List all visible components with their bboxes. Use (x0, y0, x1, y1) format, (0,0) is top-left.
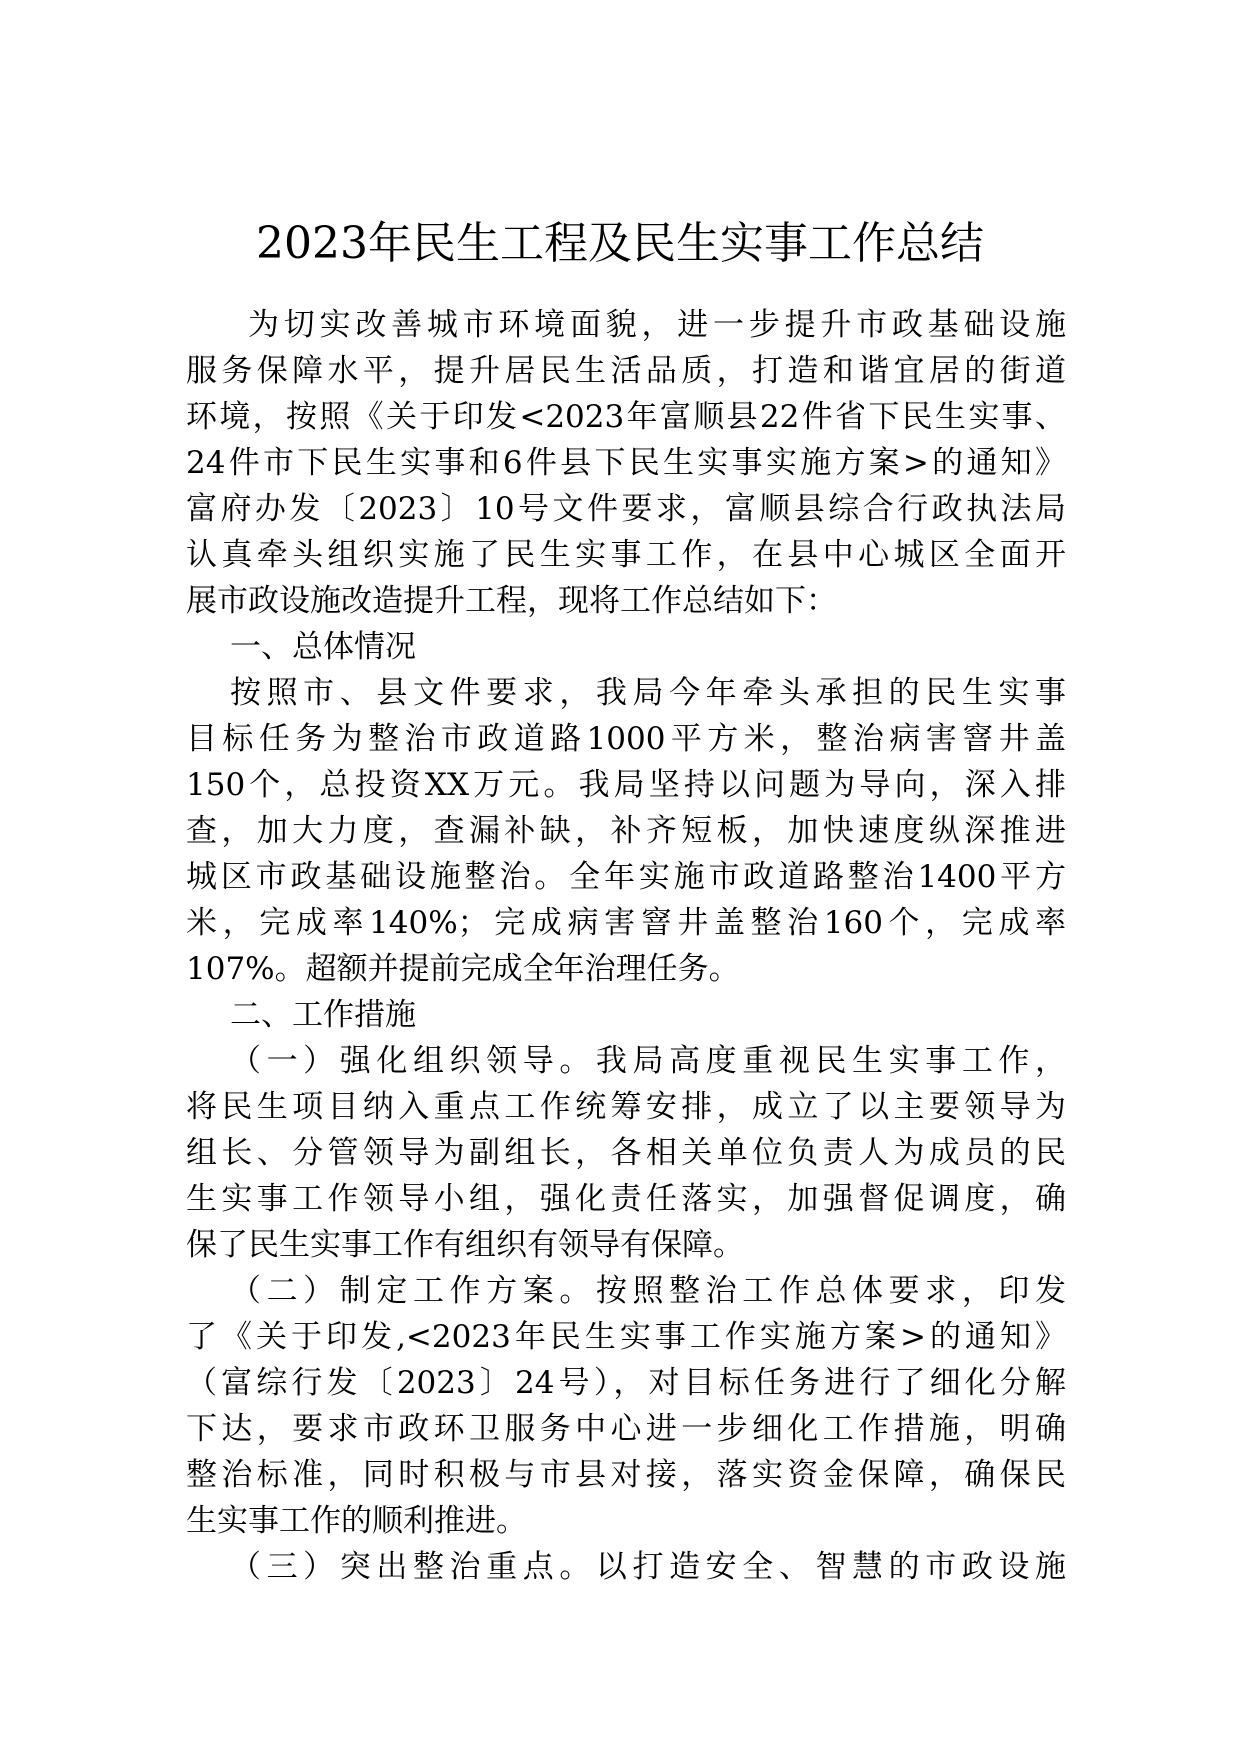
paragraph-line: 保了民生实事工作有组织有领导有保障。 (186, 1227, 744, 1263)
section-heading: 一、总体情况 (230, 629, 416, 665)
paragraph-line: 米，完成率140%；完成病害窨井盖整治160个，完成率 (186, 905, 1066, 941)
paragraph-line: 富府办发〔2023〕10号文件要求，富顺县综合行政执法局 (186, 491, 1066, 527)
paragraph-line: 生实事工作的顺利推进。 (186, 1503, 527, 1539)
document-title: 2023年民生工程及民生实事工作总结 (256, 218, 984, 269)
paragraph-line: 生实事工作领导小组，强化责任落实，加强督促调度，确 (186, 1181, 1066, 1217)
paragraph-line: 下达，要求市政环卫服务中心进一步细化工作措施，明确 (186, 1411, 1066, 1447)
paragraph-line: 整治标准，同时积极与市县对接，落实资金保障，确保民 (186, 1457, 1066, 1493)
paragraph-line: 城区市政基础设施整治。全年实施市政道路整治1400平方 (186, 859, 1066, 895)
paragraph-line: （二）制定工作方案。按照整治工作总体要求，印发 (230, 1273, 1066, 1309)
paragraph-line: 认真牵头组织实施了民生实事工作，在县中心城区全面开 (186, 537, 1066, 573)
paragraph-line: 将民生项目纳入重点工作统筹安排，成立了以主要领导为 (186, 1089, 1066, 1125)
paragraph-line: 按照市、县文件要求，我局今年牵头承担的民生实事 (230, 675, 1066, 711)
paragraph-line: 展市政设施改造提升工程，现将工作总结如下： (186, 583, 837, 619)
paragraph-line: 了《关于印发,<2023年民生实事工作实施方案>的通知》 (186, 1319, 1066, 1355)
paragraph-line: （三）突出整治重点。以打造安全、智慧的市政设施 (230, 1549, 1066, 1585)
paragraph-line: 目标任务为整治市政道路1000平方米，整治病害窨井盖 (186, 721, 1066, 757)
paragraph-line: 24件市下民生实事和6件县下民生实事实施方案>的通知》 (186, 445, 1066, 481)
paragraph-line: 组长、分管领导为副组长，各相关单位负责人为成员的民 (186, 1135, 1066, 1171)
paragraph-line: 150个，总投资XX万元。我局坚持以问题为导向，深入排 (186, 767, 1066, 803)
paragraph-line: 107%。超额并提前完成全年治理任务。 (186, 951, 740, 987)
paragraph-line: （富综行发〔2023〕24号），对目标任务进行了细化分解 (186, 1365, 1066, 1401)
paragraph-line: 查，加大力度，查漏补缺，补齐短板，加快速度纵深推进 (186, 813, 1066, 849)
paragraph-line: 服务保障水平，提升居民生活品质，打造和谐宜居的街道 (186, 353, 1066, 389)
paragraph-line: 为切实改善城市环境面貌，进一步提升市政基础设施 (248, 307, 1066, 343)
paragraph-line: （一）强化组织领导。我局高度重视民生实事工作， (230, 1043, 1066, 1079)
paragraph-line: 环境，按照《关于印发<2023年富顺县22件省下民生实事、 (186, 399, 1066, 435)
section-heading: 二、工作措施 (230, 997, 416, 1033)
